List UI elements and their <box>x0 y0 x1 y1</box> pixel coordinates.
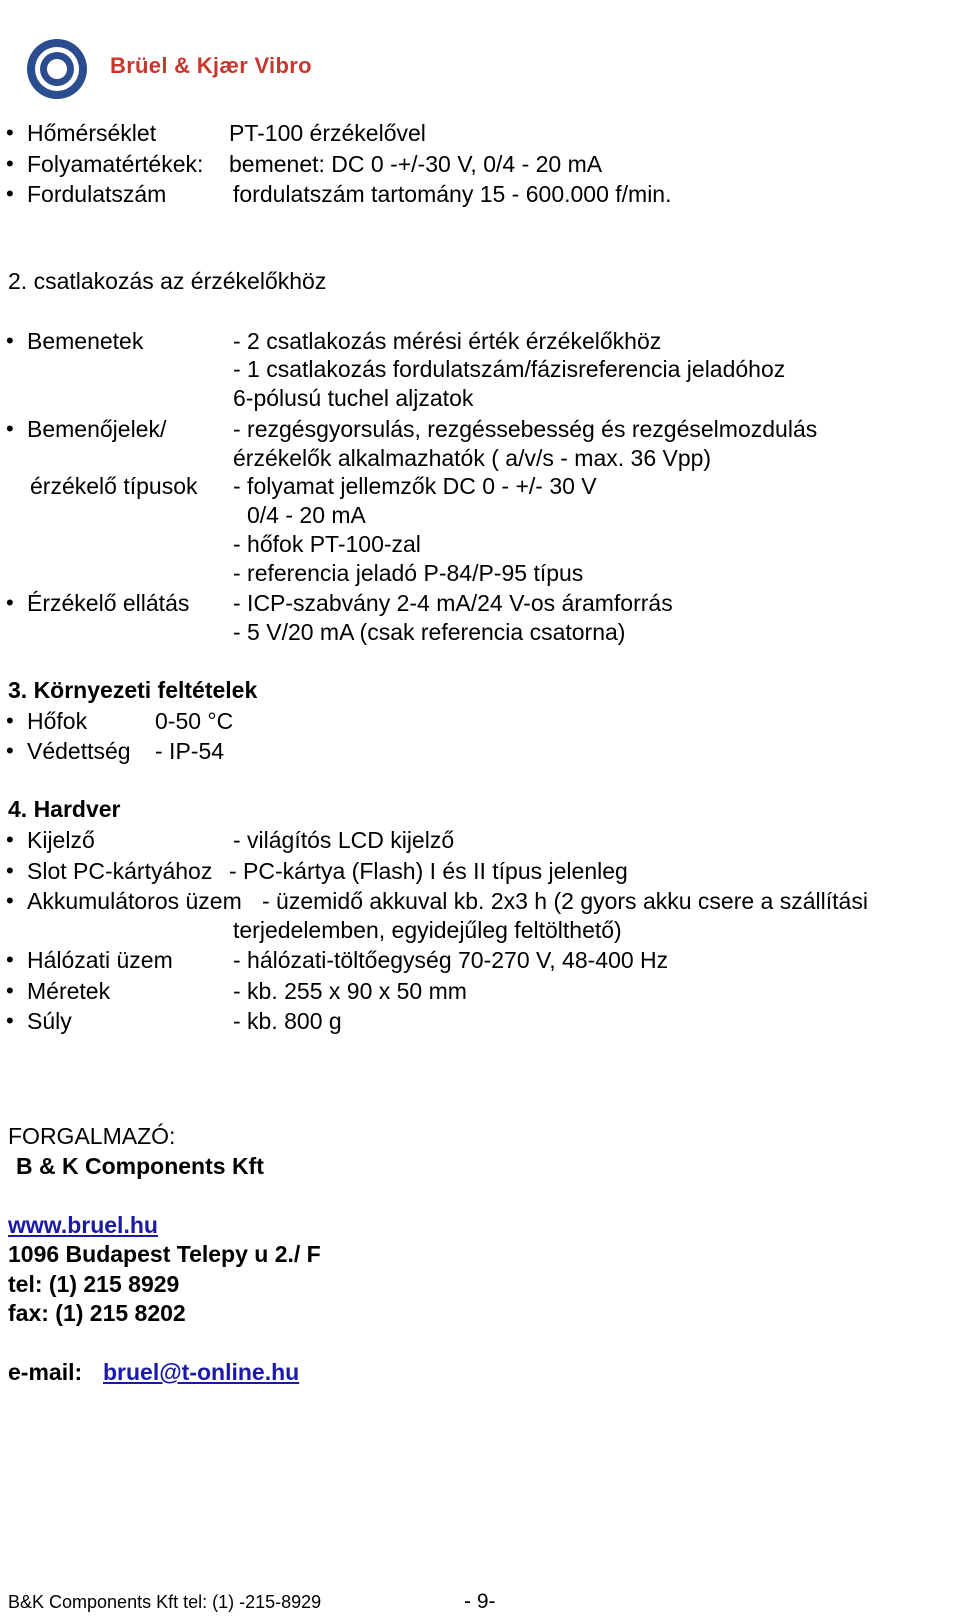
list-item-value: bemenet: DC 0 -+/-30 V, 0/4 - 20 mA <box>229 151 603 177</box>
list-item-label: • Folyamatértékek: <box>27 150 203 178</box>
list-item-value: - hőfok PT-100-zal <box>233 531 421 557</box>
list-item-label: • Érzékelő ellátás <box>27 589 189 617</box>
list-item-label: • Méretek <box>27 977 110 1005</box>
section-title: 2. csatlakozás az érzékelőkhöz <box>8 268 327 294</box>
list-item-label: • Kijelző <box>27 826 95 854</box>
list-item-value: - üzemidő akkuval kb. 2x3 h (2 gyors akku csere a szállítási <box>262 888 868 914</box>
list-item-value: érzékelők alkalmazhatók ( a/v/s - max. 36 Vpp) <box>233 445 712 471</box>
list-item-label: • Bemenetek <box>27 327 143 355</box>
list-item-value: - 1 csatlakozás fordulatszám/fázisreferencia jeladóhoz <box>233 356 786 382</box>
list-item-label: • Hálózati üzem <box>27 946 173 974</box>
footer-text: B&K Components Kft tel: (1) -215-8929 <box>8 1592 322 1612</box>
email-link[interactable]: bruel@t-online.hu <box>103 1359 300 1385</box>
section-title: 4. Hardver <box>8 796 121 822</box>
list-item-label: • Slot PC-kártyához <box>27 857 212 885</box>
list-item-value: 0-50 °C <box>155 708 234 734</box>
email-label: e-mail: <box>8 1359 83 1385</box>
list-item-value: - ICP-szabvány 2-4 mA/24 V-os áramforrás <box>233 590 673 616</box>
distributor-heading: FORGALMAZÓ: <box>8 1123 176 1149</box>
website-link[interactable]: www.bruel.hu <box>8 1212 158 1238</box>
list-item-value: - kb. 255 x 90 x 50 mm <box>233 978 467 1004</box>
company-name: B & K Components Kft <box>16 1153 264 1179</box>
list-item-value: - rezgésgyorsulás, rezgéssebesség és rezgéselmozdulás <box>233 416 818 442</box>
list-item-value: - kb. 800 g <box>233 1008 342 1034</box>
list-item-value: PT-100 érzékelővel <box>229 120 426 146</box>
list-item-label: • Védettség <box>27 737 131 765</box>
list-item-label: • Hőmérséklet <box>27 119 156 147</box>
list-item-value: fordulatszám tartomány 15 - 600.000 f/min. <box>233 181 672 207</box>
list-item-value: - 5 V/20 mA (csak referencia csatorna) <box>233 619 626 645</box>
address: 1096 Budapest Telepy u 2./ F <box>8 1241 321 1267</box>
phone: tel: (1) 215 8929 <box>8 1271 180 1297</box>
list-item-value: - folyamat jellemzők DC 0 - +/- 30 V <box>233 473 597 499</box>
list-item-label: • Súly <box>27 1007 72 1035</box>
list-item-label: érzékelő típusok <box>30 473 198 499</box>
list-item-value: 0/4 - 20 mA <box>247 502 366 528</box>
list-item-value: - IP-54 <box>155 738 225 764</box>
list-item-label: • Hőfok <box>27 707 87 735</box>
list-item-value: - hálózati-töltőegység 70-270 V, 48-400 Hz <box>233 947 669 973</box>
list-item-label: • Akkumulátoros üzem <box>27 887 242 915</box>
list-item-value: - PC-kártya (Flash) I és II típus jelenleg <box>229 858 628 884</box>
list-item-label: • Fordulatszám <box>27 180 166 208</box>
fax: fax: (1) 215 8202 <box>8 1300 186 1326</box>
list-item-value: - 2 csatlakozás mérési érték érzékelőkhöz <box>233 328 662 354</box>
list-item-value: 6-pólusú tuchel aljzatok <box>233 385 474 411</box>
list-item-value: terjedelemben, egyidejűleg feltölthető) <box>233 917 622 943</box>
section-title: 3. Környezeti feltételek <box>8 677 258 703</box>
company-logo-icon <box>24 36 90 102</box>
page-number: - 9- <box>464 1590 496 1613</box>
list-item-value: - referencia jeladó P-84/P-95 típus <box>233 560 584 586</box>
brand-name: Brüel & Kjær Vibro <box>110 53 312 78</box>
list-item-label: • Bemenőjelek/ <box>27 415 166 443</box>
list-item-value: - világítós LCD kijelző <box>233 827 455 853</box>
